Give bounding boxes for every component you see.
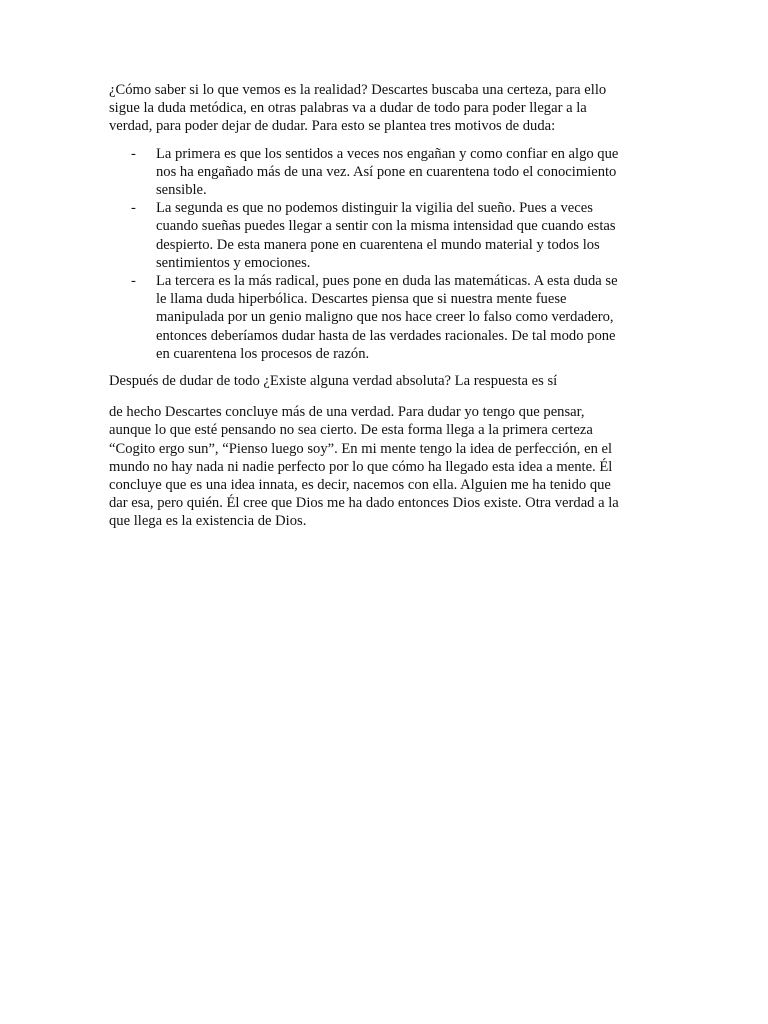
list-item-second-doubt [109,199,654,272]
intro-paragraph [109,81,654,136]
list-item-line: entonces deberíamos dudar hasta de las verdades racionales. De tal modo pone [156,327,616,344]
conclusion-paragraph [109,403,654,530]
question-line: Después de dudar de todo ¿Existe alguna verdad absoluta? La respuesta es sí [109,373,558,390]
conclusion-line: de hecho Descartes concluye más de una verdad. Para dudar yo tengo que pensar, [109,404,585,421]
list-item-line: La segunda es que no podemos distinguir la vigilia del sueño. Pues a veces [156,200,593,217]
bullet-dash: - [131,273,136,290]
list-item-first-doubt [109,145,654,200]
list-item-line: La primera es que los sentidos a veces nos engañan y como confiar en algo que [156,145,619,162]
bullet-dash: - [131,145,136,162]
list-item-line: sentimientos y emociones. [156,254,311,271]
list-item-third-doubt [109,272,654,363]
conclusion-line: que llega es la existencia de Dios. [109,513,307,530]
list-item-line: en cuarentena los procesos de razón. [156,345,370,362]
list-item-line: le llama duda hiperbólica. Descartes piensa que si nuestra mente fuese [156,291,567,308]
list-item-line: despierto. De esta manera pone en cuarentena el mundo material y todos los [156,236,600,253]
question-paragraph [109,372,654,390]
list-item-line: sensible. [156,182,207,199]
conclusion-line: “Cogito ergo sun”, “Pienso luego soy”. En mi mente tengo la idea de perfección, en el [109,440,613,457]
document-body [109,81,654,531]
intro-line: sigue la duda metódica, en otras palabras va a dudar de todo para poder llegar a la [109,100,587,117]
list-item-line: La tercera es la más radical, pues pone en duda las matemáticas. A esta duda se [156,273,618,290]
doubts-list [109,145,654,363]
bullet-dash: - [131,200,136,217]
list-item-line: manipulada por un genio maligno que nos hace creer lo falso como verdadero, [156,309,614,326]
list-item-line: cuando sueñas puedes llegar a sentir con la misma intensidad que cuando estas [156,218,616,235]
intro-line: verdad, para poder dejar de dudar. Para esto se plantea tres motivos de duda: [109,118,556,135]
conclusion-line: dar esa, pero quién. Él cree que Dios me ha dado entonces Dios existe. Otra verdad a la [109,495,619,512]
conclusion-line: concluye que es una idea innata, es decir, nacemos con ella. Alguien me ha tenido que [109,477,611,494]
intro-line: ¿Cómo saber si lo que vemos es la realidad? Descartes buscaba una certeza, para ello [109,82,607,98]
conclusion-line: mundo no hay nada ni nadie perfecto por lo que cómo ha llegado esta idea a mente. Él [109,458,613,475]
paragraph-spacer [109,390,654,403]
conclusion-line: aunque lo que esté pensando no sea cierto. De esta forma llega a la primera certeza [109,422,593,439]
list-item-line: nos ha engañado más de una vez. Así pone en cuarentena todo el conocimiento [156,163,617,180]
